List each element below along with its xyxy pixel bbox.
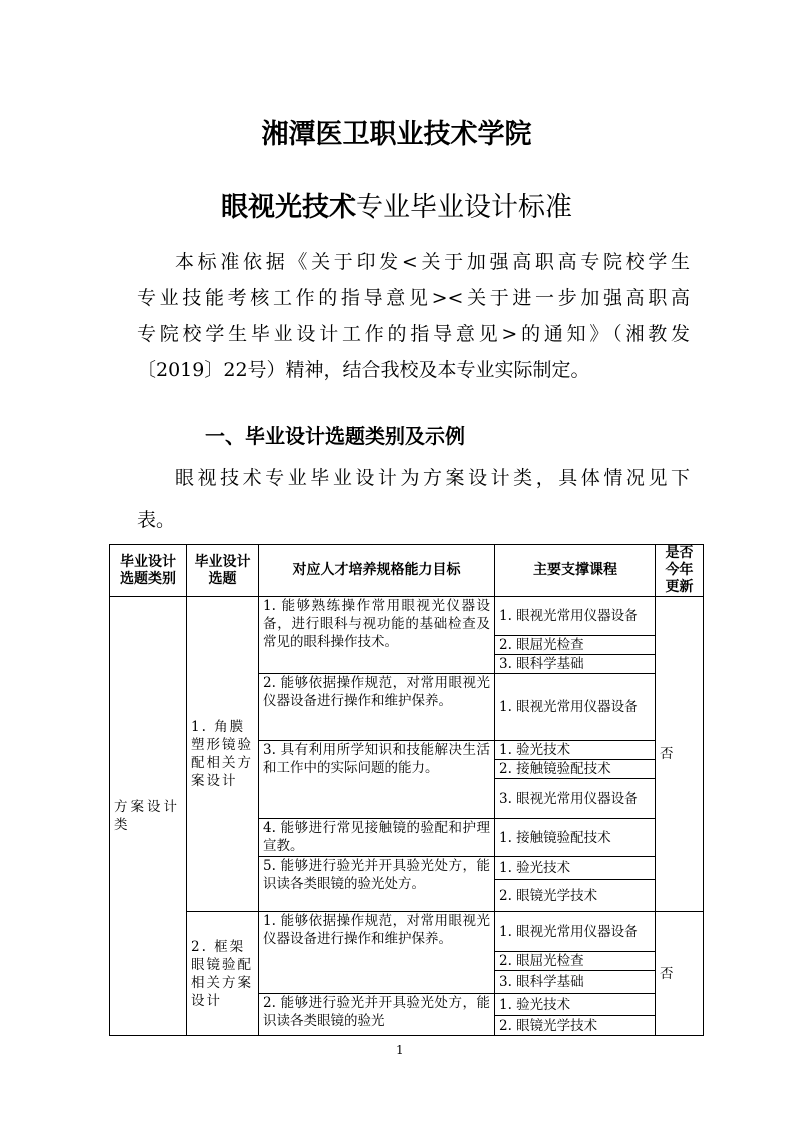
document-title <box>0 185 793 224</box>
goal-cell: 4. 能够进行常见接触镜的验配和护理宣教。 <box>259 819 495 857</box>
title-bold-part: 眼视光技术 <box>221 192 356 223</box>
goal-cell: 5. 能够进行验光并开具验光处方，能识读各类眼镜的验光处方。 <box>259 857 495 912</box>
table-row <box>110 912 704 952</box>
course-cell: 2. 眼屈光检查 <box>495 636 656 655</box>
header-goal: 对应人才培养规格能力目标 <box>259 545 495 597</box>
goal-cell: 1. 能够熟练操作常用眼视光仪器设备，进行眼科与视功能的基础检查及常见的眼科操作技术。 <box>259 597 495 674</box>
goal-cell: 2. 能够进行验光并开具验光处方，能识读各类眼镜的验光 <box>259 994 495 1036</box>
course-cell: 1. 验光技术 <box>495 741 656 760</box>
section-paragraph <box>137 460 690 544</box>
title-plain-part: 专业毕业设计标准 <box>356 192 572 223</box>
category-cell: 方案设计类 <box>110 597 187 1036</box>
paragraph-line: 表。 <box>137 509 176 531</box>
goal-cell: 3. 具有利用所学知识和技能解决生活和工作中的实际问题的能力。 <box>259 741 495 819</box>
goal-cell: 1. 能够依据操作规范，对常用眼视光仪器设备进行操作和维护保养。 <box>259 912 495 994</box>
table-header-row <box>110 545 704 597</box>
intro-paragraph <box>137 244 690 388</box>
course-cell: 3. 眼视光常用仪器设备 <box>495 779 656 819</box>
course-cell: 1. 眼视光常用仪器设备 <box>495 912 656 952</box>
header-updated: 是否今年更新 <box>656 545 704 597</box>
topic-cell: 2. 框架眼镜验配相关方案设计 <box>187 912 259 1036</box>
course-cell: 2. 眼镜光学技术 <box>495 1016 656 1036</box>
course-cell: 2. 接触镜验配技术 <box>495 760 656 779</box>
updated-cell: 否 <box>656 912 704 1036</box>
course-cell: 1. 验光技术 <box>495 857 656 880</box>
paragraph-line: 专院校学生毕业设计工作的指导意见>的通知》（湘教发 <box>137 323 690 345</box>
topic-cell: 1. 角膜塑形镜验配相关方案设计 <box>187 597 259 912</box>
updated-cell: 否 <box>656 597 704 912</box>
course-cell: 1. 接触镜验配技术 <box>495 819 656 857</box>
goal-cell: 2. 能够依据操作规范，对常用眼视光仪器设备进行操作和维护保养。 <box>259 674 495 741</box>
header-category: 毕业设计选题类别 <box>110 545 187 597</box>
course-cell: 1. 眼视光常用仪器设备 <box>495 674 656 741</box>
paragraph-line: 专业技能考核工作的指导意见><关于进一步加强高职高 <box>137 287 690 309</box>
paragraph-line: 眼视技术专业毕业设计为方案设计类，具体情况见下 <box>175 467 690 489</box>
course-cell: 3. 眼科学基础 <box>495 971 656 994</box>
header-courses: 主要支撑课程 <box>495 545 656 597</box>
course-cell: 1. 验光技术 <box>495 994 656 1016</box>
course-cell: 3. 眼科学基础 <box>495 655 656 674</box>
course-cell: 1. 眼视光常用仪器设备 <box>495 597 656 636</box>
institution-title: 湘潭医卫职业技术学院 <box>261 119 532 150</box>
paragraph-line: 〔2019〕22号）精神，结合我校及本专业实际制定。 <box>137 359 590 381</box>
section-heading: 一、毕业设计选题类别及示例 <box>205 424 465 448</box>
design-topics-table <box>109 544 704 1036</box>
header-topic: 毕业设计选题 <box>187 545 259 597</box>
paragraph-line: 本标准依据《关于印发<关于加强高职高专院校学生 <box>175 251 690 273</box>
table-row <box>110 597 704 636</box>
course-cell: 2. 眼屈光检查 <box>495 952 656 971</box>
course-cell: 2. 眼镜光学技术 <box>495 880 656 912</box>
page-number: 1 <box>396 1043 404 1057</box>
